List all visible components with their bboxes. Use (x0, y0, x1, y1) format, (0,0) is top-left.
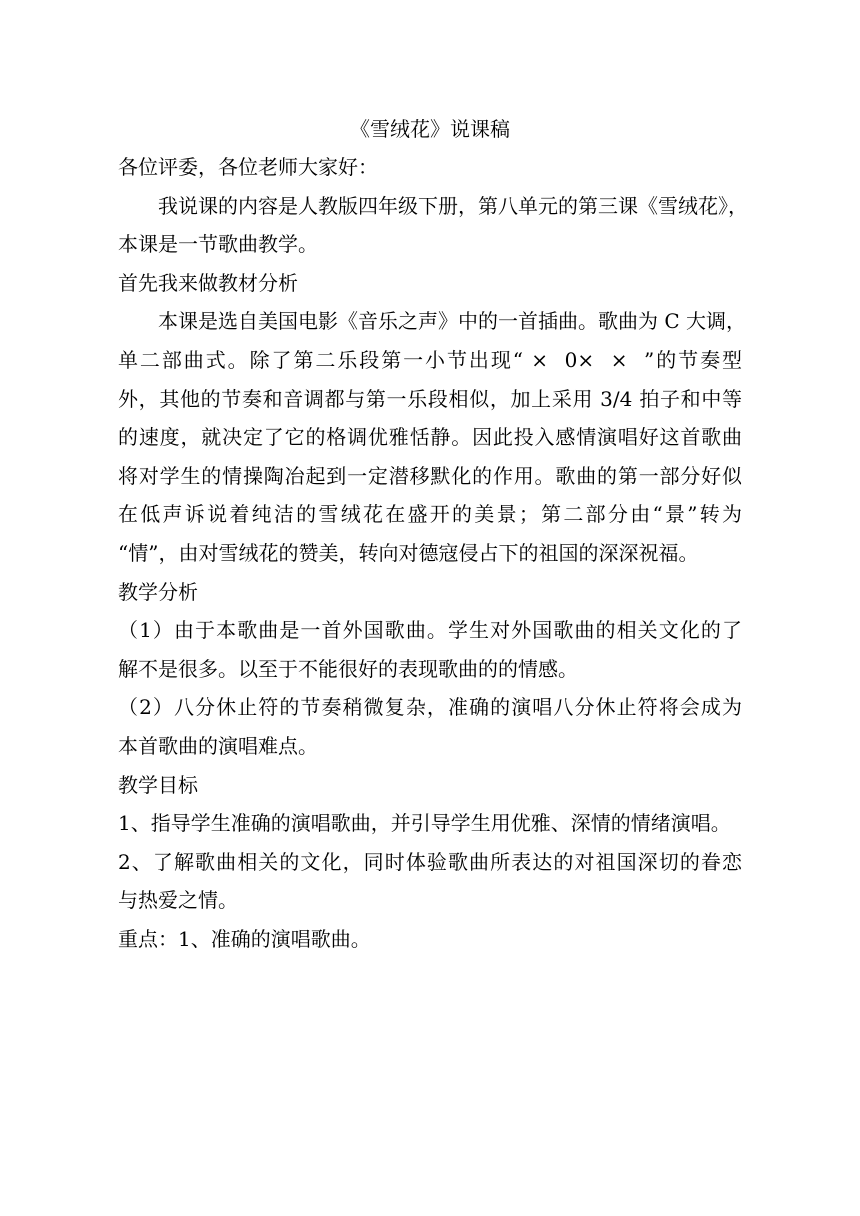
teaching-analysis-line: （2）八分休止符的节奏稍微复杂，准确的演唱八分休止符将会成为 (118, 695, 742, 720)
key-point: 重点：1、准确的演唱歌曲。 (118, 926, 371, 951)
analysis-line: 本课是选自美国电影《音乐之声》中的一首插曲。歌曲为 C 大调， (158, 309, 747, 334)
teaching-analysis-line: （1）由于本歌曲是一首外国歌曲。学生对外国歌曲的相关文化的了 (118, 618, 742, 643)
analysis-line: 的速度，就决定了它的格调优雅恬静。因此投入感情演唱好这首歌曲 (118, 425, 742, 450)
intro-paragraph (118, 187, 748, 264)
analysis-line: 单二部曲式。除了第二乐段第一小节出现“ × 0× × ”的节奏型 (118, 347, 742, 372)
section-heading-teaching-goals: 教学目标 (118, 772, 198, 797)
teaching-analysis-paragraph (118, 611, 742, 765)
analysis-line: 在低声诉说着纯洁的雪绒花在盛开的美景；第二部分由“景”转为 (118, 502, 742, 527)
document-title: 《雪绒花》说课稿 (350, 117, 510, 141)
document-page (118, 110, 748, 958)
goal-line: 1、指导学生准确的演唱歌曲，并引导学生用优雅、深情的情绪演唱。 (118, 811, 731, 836)
analysis-line: 将对学生的情操陶冶起到一定潜移默化的作用。歌曲的第一部分好似 (118, 463, 742, 488)
goals-paragraph (118, 804, 742, 920)
analysis-paragraph (118, 302, 747, 572)
analysis-line: “情”，由对雪绒花的赞美，转向对德寇侵占下的祖国的深深祝福。 (118, 540, 699, 565)
intro-line: 本课是一节歌曲教学。 (118, 232, 318, 257)
goal-line: 与热爱之情。 (118, 888, 238, 913)
teaching-analysis-line: 本首歌曲的演唱难点。 (118, 733, 318, 758)
goal-line: 2、了解歌曲相关的文化，同时体验歌曲所表达的对祖国深切的眷恋 (118, 849, 742, 874)
greeting: 各位评委，各位老师大家好： (118, 155, 378, 179)
teaching-analysis-line: 解不是很多。以至于不能很好的表现歌曲的的情感。 (118, 656, 578, 681)
intro-line: 我说课的内容是人教版四年级下册，第八单元的第三课《雪绒花》， (158, 193, 748, 218)
analysis-line: 外，其他的节奏和音调都与第一乐段相似，加上采用 3/4 拍子和中等 (118, 386, 742, 411)
section-heading-teaching-analysis: 教学分析 (118, 579, 198, 604)
section-heading-material-analysis: 首先我来做教材分析 (118, 270, 298, 295)
